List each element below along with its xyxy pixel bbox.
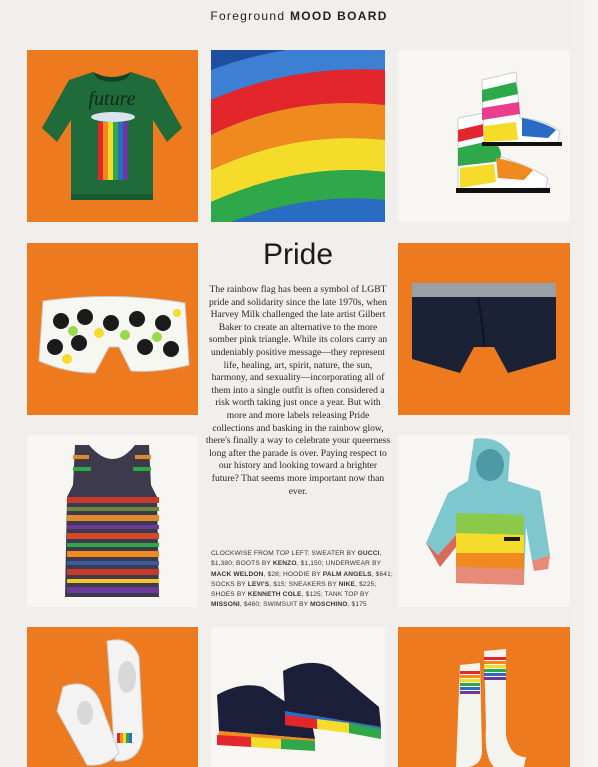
hoodie-image (398, 435, 570, 607)
credits-text: , $125; TANK TOP BY (301, 591, 369, 599)
article-body: The rainbow flag has been a symbol of LGBT pride and solidarity since the late 1970s, when Harvey Milk challenged the late artist Gilbert Baker to create an alternative to the more somber pink triangle. While its colors carry an undeniably positive message—they represent life, healing, art, spirit, nature, the sun, harmony, and sexuality—incorporating all of them into a single outfit is often considered a risk worth taking just once a year. But with more and more labels releasing Pride collections and basking in the rainbow glow, there's finally a way to celebrate your queerness long after the parade is over. Paying respect to our history and looking toward a brighter future? That seems more important now than ever. (205, 284, 391, 497)
sweater-image (27, 50, 198, 222)
credit-brand: LEVI'S (247, 580, 270, 588)
credits-text: , $175 (347, 601, 367, 609)
page-edge (572, 0, 598, 767)
credits-text: , $1,380; BOOTS BY (211, 550, 382, 568)
credits (211, 549, 396, 611)
credit-brand: MACK WELDON (211, 570, 264, 578)
article-title: Pride (262, 238, 334, 271)
credit-brand: PALM ANGELS (322, 570, 372, 578)
socks-image (398, 627, 570, 767)
credits-text: , $1,150; UNDERWEAR BY (296, 560, 382, 568)
credits-text: CLOCKWISE FROM TOP LEFT: SWEATER BY (211, 550, 358, 557)
section-title: MOOD BOARD (290, 9, 388, 23)
credit-brand: KENZO (272, 560, 297, 568)
credits-text: , $28; HOODIE BY (263, 570, 323, 578)
section-label: Foreground (210, 9, 286, 23)
page-header (0, 9, 598, 23)
running-shoes-image (211, 627, 385, 767)
credit-brand: NIKE (338, 580, 356, 588)
credit-brand: GUCCI (357, 550, 380, 557)
credit-brand: MOSCHINO (310, 601, 348, 609)
credits-text: , $225; SHOES BY (211, 580, 377, 599)
credits-text: , $641; SOCKS BY (211, 570, 393, 588)
sneakers-image (27, 627, 198, 767)
rainbow-flag-image (211, 50, 385, 222)
underwear-image (398, 243, 570, 415)
credit-brand: KENNETH COLE (247, 591, 302, 599)
credits-text: , $15; SNEAKERS BY (269, 580, 339, 588)
sweater-text: future (88, 88, 136, 110)
credit-brand: MISSONI (211, 601, 240, 609)
credits-text: , $460; SWIMSUIT BY (239, 601, 311, 609)
boots-image (398, 50, 570, 222)
article (205, 238, 391, 498)
swimsuit-image (27, 243, 198, 415)
tank-top-image (27, 435, 198, 607)
